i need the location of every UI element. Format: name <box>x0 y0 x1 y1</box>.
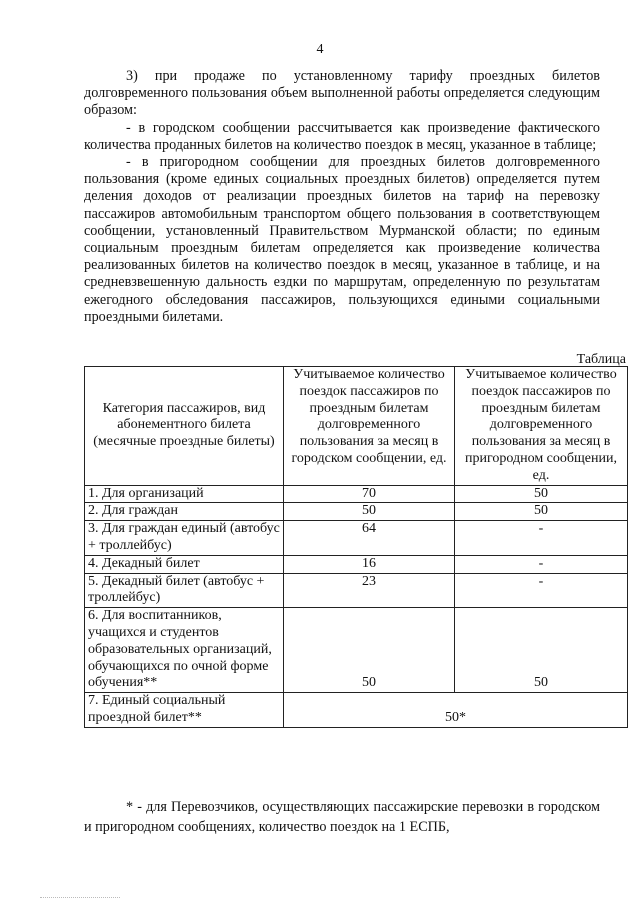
page-number: 4 <box>316 42 324 57</box>
table-header-row <box>85 367 628 486</box>
table-row <box>85 573 628 608</box>
table-row <box>85 485 628 503</box>
row-suburban-value: 50 <box>455 608 628 693</box>
row-city-value: 23 <box>284 573 455 608</box>
table-row <box>85 503 628 521</box>
row-category: 5. Декадный билет (автобус + троллейбус) <box>85 573 284 608</box>
table-row <box>85 693 628 728</box>
row-suburban-value: - <box>455 555 628 573</box>
trips-table <box>84 366 628 728</box>
body-text <box>84 68 600 326</box>
row-merged-value: 50* <box>284 693 628 728</box>
row-category: 7. Единый социальный проездной билет** <box>85 693 284 728</box>
paragraph-city: - в городском сообщении рассчитывается как произведение фактического количества проданных билетов на количество поездок в месяц, указанное в таблице; <box>84 119 600 153</box>
footnote-text: * - для Перевозчиков, осуществляющих пассажирские перевозки в городском и пригородном сообщениях, количество поездок на 1 ЕСПБ, <box>84 799 600 835</box>
header-city-trips: Учитываемое количество поездок пассажиров по проездным билетам долговременного пользования за месяц в городском сообщении, ед. <box>284 367 455 486</box>
row-category: 2. Для граждан <box>85 503 284 521</box>
row-suburban-value: - <box>455 573 628 608</box>
paragraph-suburban: - в пригородном сообщении для проездных билетов долговременного пользования (кроме единых социальных проездных билетов) определяется путем деления доходов от реализации проездных билетов на тариф на перевозку пассажиров автомобильным транспортом общего пользования в соответствующем сообщении, установленный Правительством Мурманской области; по единым социальным проездным билетам определяется как произведение количества реализованных билетов на количество поездок в месяц, указанное в таблице, и на средневзвешенную дальность ездки по маршрутам, определенную по результатам ежегодного обследования пассажиров, пользующихся едиными социальными проездными билетами. <box>84 154 600 325</box>
row-category: 3. Для граждан единый (автобус + троллейбус) <box>85 521 284 556</box>
row-category: 1. Для организаций <box>85 485 284 503</box>
row-category: 6. Для воспитанников, учащихся и студентов образовательных организаций, обучающихся по очной форме обучения** <box>85 608 284 693</box>
row-suburban-value: 50 <box>455 503 628 521</box>
table-row <box>85 555 628 573</box>
footnote <box>84 797 600 837</box>
row-city-value: 64 <box>284 521 455 556</box>
row-suburban-value: - <box>455 521 628 556</box>
row-category: 4. Декадный билет <box>85 555 284 573</box>
row-suburban-value: 50 <box>455 485 628 503</box>
row-city-value: 16 <box>284 555 455 573</box>
table-caption: Таблица <box>576 352 626 367</box>
scan-footer-mark <box>40 897 120 899</box>
row-city-value: 70 <box>284 485 455 503</box>
header-suburban-trips: Учитываемое количество поездок пассажиров по проездным билетам долговременного пользования за месяц в пригородном сообщении, ед. <box>455 367 628 486</box>
header-category: Категория пассажиров, вид абонементного билета (месячные проездные билеты) <box>85 367 284 486</box>
paragraph-3: 3) при продаже по установленному тарифу проездных билетов долговременного пользования объем выполненной работы определяется следующим образом: <box>84 68 600 119</box>
table-row <box>85 608 628 693</box>
row-city-value: 50 <box>284 503 455 521</box>
table-row <box>85 521 628 556</box>
row-city-value: 50 <box>284 608 455 693</box>
